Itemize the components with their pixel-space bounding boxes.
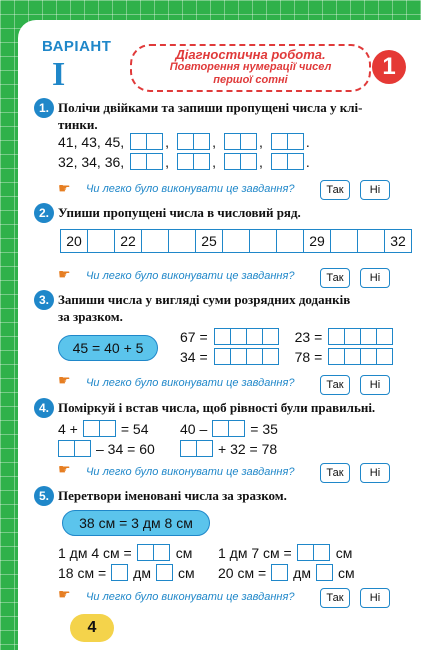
equation-row-4 [180,440,277,457]
number-sequence [60,229,412,253]
task-3-text-line-2: за зразком. [58,309,123,324]
task-1-badge: 1. [34,98,54,118]
sequence-cell[interactable] [276,229,303,253]
equation-part: – 34 = 60 [96,440,155,457]
sequence-cell[interactable] [222,229,249,253]
task-3-badge: 3. [34,290,54,310]
equation-part: = 54 [120,420,149,437]
task-1-row-2-numbers: 32, 34, 36, [58,153,125,170]
answer-cells[interactable] [328,348,393,365]
sequence-cell[interactable] [141,229,168,253]
no-button[interactable]: Ні [360,268,390,288]
task-1-row-2: 32, 34, 36, , , , . [58,153,310,170]
answer-cells[interactable] [224,153,257,170]
task-4-text: Поміркуй і встав числа, щоб рівності були правильні. [58,400,376,415]
answer-cells[interactable] [180,440,213,457]
conversion-row-2b [218,564,355,581]
answer-cells[interactable] [297,544,330,561]
equation-part: + 32 = 78 [218,440,278,457]
equation-row-2 [180,420,278,437]
task-1-row-1: 41, 43, 45, , , , . [58,133,310,150]
answer-cells[interactable] [83,420,116,437]
answer-cell[interactable] [111,564,128,581]
conversion-part: 18 см = [58,564,107,581]
answer-cells[interactable] [214,328,279,345]
answer-cells[interactable] [271,153,304,170]
feedback-question: Чи легко було виконувати це завдання? [86,377,295,389]
conversion-row-1b [218,544,352,561]
answer-cell[interactable] [316,564,333,581]
variant-number: I [52,56,66,93]
feedback-question: Чи легко було виконувати це завдання? [86,466,295,478]
no-button[interactable]: Ні [360,463,390,483]
task-3-text-line-1: Запиши числа у вигляді суми розрядних доданків [58,292,351,307]
unit-label: дм [293,564,311,581]
title-line-3: першої сотні [213,74,288,86]
task-4-badge: 4. [34,398,54,418]
answer-cells[interactable] [130,133,163,150]
equation-row-3 [58,440,155,457]
answer-cells[interactable] [214,348,279,365]
task-5-text: Перетвори іменовані числа за зразком. [58,488,287,503]
expression-label: 34 = [180,348,208,365]
task-2-text: Упиши пропущені числа в числовий ряд. [58,205,301,220]
expression-label: 78 = [294,348,323,365]
feedback-question: Чи легко було виконувати це завдання? [86,591,295,603]
no-button[interactable]: Ні [360,588,390,608]
conversion-part: 1 дм 4 см = [58,544,132,561]
equation-row-1 [58,420,149,437]
unit-label: дм [133,564,151,581]
conversion-row-2 [58,564,195,581]
equation-part: 40 – [180,420,208,437]
answer-cell[interactable] [271,564,288,581]
yes-button[interactable]: Так [320,268,350,288]
answer-cells[interactable] [130,153,163,170]
answer-cells[interactable] [271,133,304,150]
answer-cells[interactable] [177,133,210,150]
answer-cells[interactable] [328,328,393,345]
feedback-question: Чи легко було виконувати це завдання? [86,183,295,195]
pointing-hand-icon: ☛ [58,461,71,477]
equation-part: 4 + [58,420,78,437]
answer-cells[interactable] [137,544,170,561]
conversion-part: 20 см = [218,564,267,581]
feedback-question: Чи легко було виконувати це завдання? [86,270,295,282]
sequence-cell[interactable] [87,229,114,253]
sequence-cell[interactable] [357,229,384,253]
title-box [130,44,371,92]
expression-label: 67 = [180,328,208,345]
page-number: 4 [70,614,114,642]
title-line-2: Повторення нумерації чисел [169,61,332,73]
answer-cells[interactable] [224,133,257,150]
variant-label: ВАРІАНТ [42,38,112,55]
sequence-cell: 20 [60,229,87,253]
task-3-row-2 [180,348,393,365]
yes-button[interactable]: Так [320,375,350,395]
answer-cells[interactable] [58,440,91,457]
sequence-cell[interactable] [330,229,357,253]
task-1-text-line-2: тинки. [58,117,98,132]
task-2-badge: 2. [34,203,54,223]
unit-label: см [175,544,193,561]
sequence-cell: 32 [384,229,412,253]
task-1-row-1-numbers: 41, 43, 45, [58,133,125,150]
conversion-row-1 [58,544,192,561]
conversion-part: 1 дм 7 см = [218,544,292,561]
sequence-cell: 25 [195,229,222,253]
pointing-hand-icon: ☛ [58,266,71,282]
answer-cells[interactable] [177,153,210,170]
no-button[interactable]: Ні [360,180,390,200]
answer-cells[interactable] [212,420,245,437]
example-pill: 45 = 40 + 5 [58,335,158,361]
sequence-cell: 22 [114,229,141,253]
unit-label: см [337,564,355,581]
work-number-badge: 1 [372,50,406,84]
sequence-cell: 29 [303,229,330,253]
pointing-hand-icon: ☛ [58,586,71,602]
expression-label: 23 = [294,328,323,345]
sequence-cell[interactable] [249,229,276,253]
yes-button[interactable]: Так [320,463,350,483]
title-line-1: Діагностична робота. [175,47,326,62]
task-5-badge: 5. [34,486,54,506]
yes-button[interactable]: Так [320,588,350,608]
task-3-row-1 [180,328,393,345]
task-1-text-line-1: Полічи двійками та запиши пропущені числа у клі- [58,100,363,115]
equation-part: = 35 [250,420,278,437]
sequence-cell[interactable] [168,229,195,253]
yes-button[interactable]: Так [320,180,350,200]
no-button[interactable]: Ні [360,375,390,395]
pointing-hand-icon: ☛ [58,372,71,388]
unit-label: см [335,544,353,561]
answer-cell[interactable] [156,564,173,581]
example-pill: 38 см = 3 дм 8 см [62,510,210,536]
unit-label: см [177,564,195,581]
pointing-hand-icon: ☛ [58,180,71,196]
